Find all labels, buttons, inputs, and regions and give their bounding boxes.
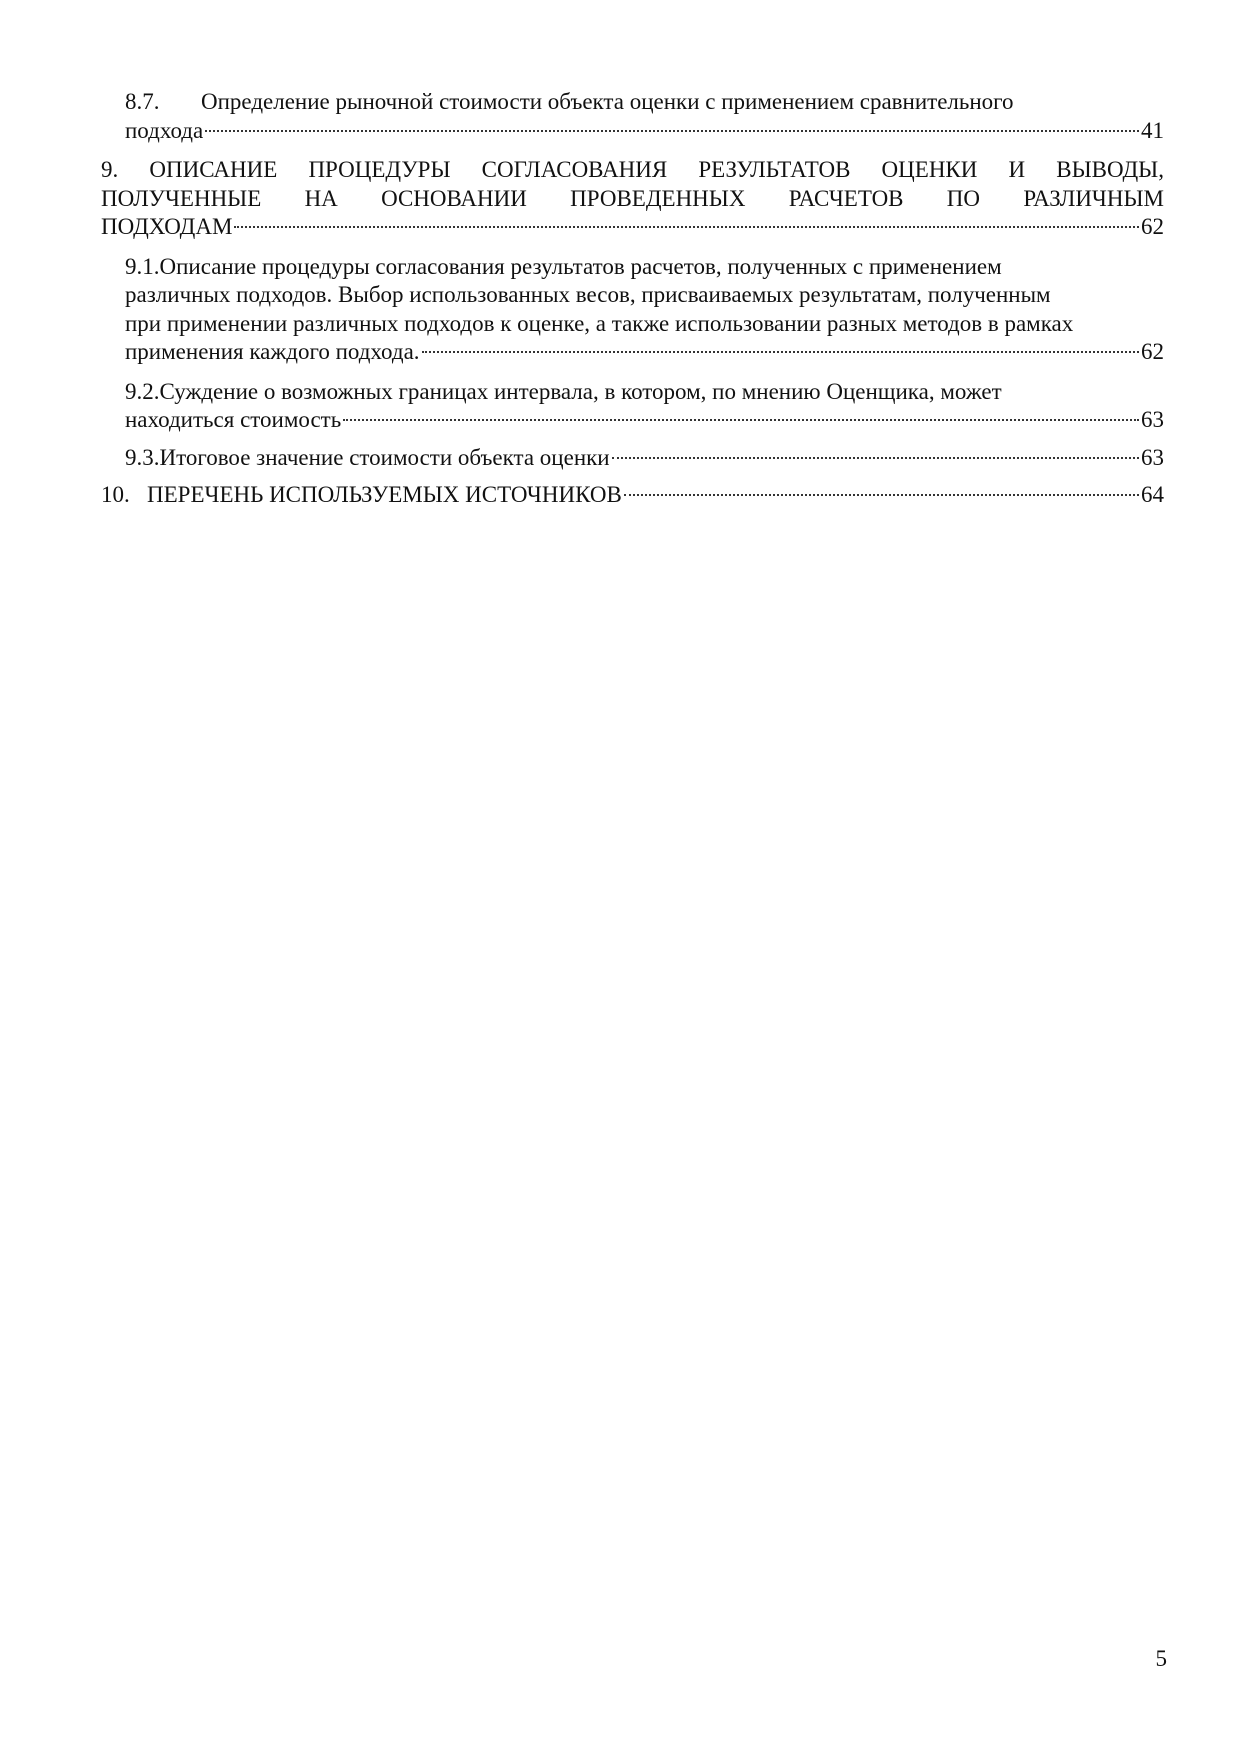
toc-page-number: 62 [1141, 214, 1164, 239]
dot-leader [343, 418, 1139, 421]
toc-entry-title-cont: ПОДХОДАМ [101, 214, 233, 239]
dot-leader [612, 456, 1139, 459]
table-of-contents [101, 88, 1164, 510]
toc-entry-title-wrap [101, 481, 622, 510]
toc-entry-9[interactable] [101, 156, 1164, 242]
toc-entry-9-1[interactable] [125, 253, 1164, 367]
toc-entry-leader-line [125, 117, 1164, 146]
toc-entry-title-cont: применения каждого подхода. [125, 339, 420, 364]
toc-entry-number: 10. [101, 482, 130, 507]
toc-entry-leader-line [101, 481, 1164, 510]
toc-entry-8-7[interactable] [125, 88, 1164, 145]
toc-entry-leader-line [125, 444, 1164, 473]
dot-leader [205, 129, 1139, 132]
page-number: 5 [1155, 1646, 1167, 1671]
toc-page-number: 41 [1141, 117, 1164, 143]
toc-page-number: 63 [1141, 407, 1164, 432]
toc-entry-leader-line [125, 406, 1164, 435]
toc-entry-title: 9.2.Суждение о возможных границах интервала, в котором, по мнению Оценщика, может [125, 378, 1002, 404]
toc-entry-9-3[interactable] [125, 444, 1164, 473]
toc-entry-title-cont: находиться стоимость [125, 407, 342, 432]
toc-page-number: 63 [1141, 444, 1164, 470]
toc-entry-title-cont: ПОЛУЧЕННЫЕ НА ОСНОВАНИИ ПРОВЕДЕННЫХ РАСЧЕТОВ ПО РАЗЛИЧНЫМ [101, 185, 1164, 211]
toc-entry-9-2[interactable] [125, 378, 1164, 435]
toc-entry-title: Определение рыночной стоимости объекта оценки с применением сравнительного [201, 89, 1014, 114]
toc-entry-title: 9.3.Итоговое значение стоимости объекта оценки [125, 444, 610, 470]
toc-entry-10[interactable] [101, 481, 1164, 510]
toc-page-number: 64 [1141, 482, 1164, 507]
toc-page-number: 62 [1141, 339, 1164, 364]
dot-leader [422, 350, 1139, 353]
dot-leader [624, 493, 1139, 496]
toc-entry-number: 8.7. [125, 89, 160, 114]
toc-entry-title-cont: различных подходов. Выбор использованных весов, присваиваемых результатам, полученным [125, 282, 1051, 307]
toc-entry-title-cont: при применении различных подходов к оценке, а также использовании разных методов в рамках [125, 310, 1074, 336]
toc-entry-leader-line [101, 213, 1164, 242]
toc-entry-title-cont: подхода [125, 117, 204, 143]
toc-entry-title: 9. ОПИСАНИЕ ПРОЦЕДУРЫ СОГЛАСОВАНИЯ РЕЗУЛЬТАТОВ ОЦЕНКИ И ВЫВОДЫ, [101, 157, 1164, 182]
toc-entry-line [125, 88, 1164, 117]
toc-entry-title: 9.1.Описание процедуры согласования результатов расчетов, полученных с применением [125, 253, 1002, 279]
toc-entry-leader-line [125, 338, 1164, 367]
toc-entry-title: ПЕРЕЧЕНЬ ИСПОЛЬЗУЕМЫХ ИСТОЧНИКОВ [147, 482, 622, 507]
dot-leader [234, 225, 1139, 228]
